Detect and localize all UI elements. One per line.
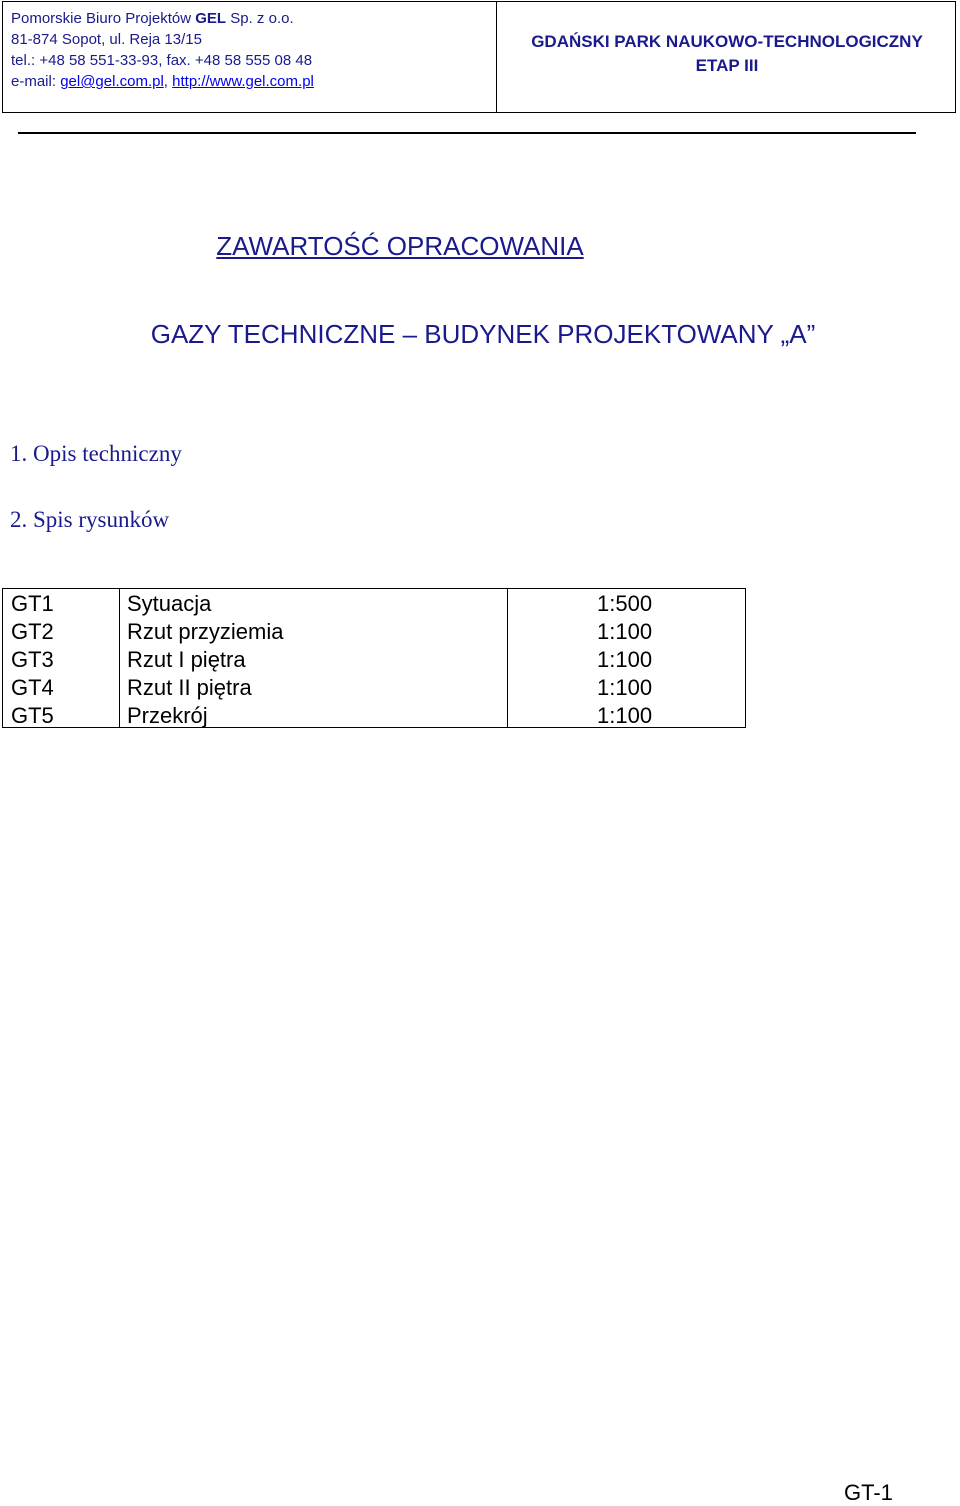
drawing-code: GT1 bbox=[11, 591, 54, 616]
drawing-name: Rzut I piętra bbox=[127, 647, 246, 672]
drawing-name: Rzut przyziemia bbox=[127, 619, 284, 644]
drawing-code: GT4 bbox=[11, 675, 54, 700]
website-link[interactable]: http://www.gel.com.pl bbox=[172, 73, 314, 90]
email-link[interactable]: gel@gel.com.pl bbox=[60, 73, 164, 90]
drawing-code: GT2 bbox=[11, 619, 54, 644]
table-row bbox=[3, 590, 745, 618]
company-name-suffix: Sp. z o.o. bbox=[226, 10, 294, 27]
table-row bbox=[3, 646, 745, 674]
drawing-scale: 1:100 bbox=[597, 675, 653, 700]
project-name: GDAŃSKI PARK NAUKOWO-TECHNOLOGICZNY bbox=[531, 32, 923, 51]
page-number: GT-1 bbox=[844, 1480, 893, 1505]
table-row bbox=[3, 702, 745, 730]
table-row bbox=[3, 674, 745, 702]
company-contact bbox=[11, 71, 314, 92]
drawing-name: Rzut II piętra bbox=[127, 675, 252, 700]
company-name-bold: GEL bbox=[195, 10, 227, 27]
email-label: e-mail: bbox=[11, 73, 61, 90]
document-subtitle: GAZY TECHNICZNE – BUDYNEK PROJEKTOWANY „A” bbox=[150, 319, 816, 349]
project-stage: ETAP III bbox=[695, 56, 759, 75]
company-info bbox=[11, 8, 314, 92]
drawing-name: Przekrój bbox=[127, 703, 208, 728]
contact-separator: , bbox=[163, 73, 173, 90]
drawing-scale: 1:500 bbox=[597, 591, 653, 616]
company-name-prefix: Pomorskie Biuro Projektów bbox=[11, 10, 196, 27]
drawing-scale: 1:100 bbox=[597, 703, 653, 728]
drawing-name: Sytuacja bbox=[127, 591, 212, 616]
drawing-scale: 1:100 bbox=[597, 619, 653, 644]
company-phone: tel.: +48 58 551-33-93, fax. +48 58 555 08 48 bbox=[11, 52, 313, 69]
table-row bbox=[3, 618, 745, 646]
company-address: 81-874 Sopot, ul. Reja 13/15 bbox=[11, 31, 202, 48]
contents-item-drawings: 2. Spis rysunków bbox=[10, 507, 170, 532]
drawings-table bbox=[2, 588, 746, 728]
project-title bbox=[497, 30, 957, 78]
contents-item-description: 1. Opis techniczny bbox=[10, 441, 182, 466]
company-name bbox=[11, 8, 314, 29]
drawing-scale: 1:100 bbox=[597, 647, 653, 672]
drawing-code: GT3 bbox=[11, 647, 54, 672]
header-box bbox=[2, 1, 956, 113]
document-title: ZAWARTOŚĆ OPRACOWANIA bbox=[216, 231, 584, 261]
header-rule bbox=[18, 132, 916, 134]
drawing-code: GT5 bbox=[11, 703, 54, 728]
